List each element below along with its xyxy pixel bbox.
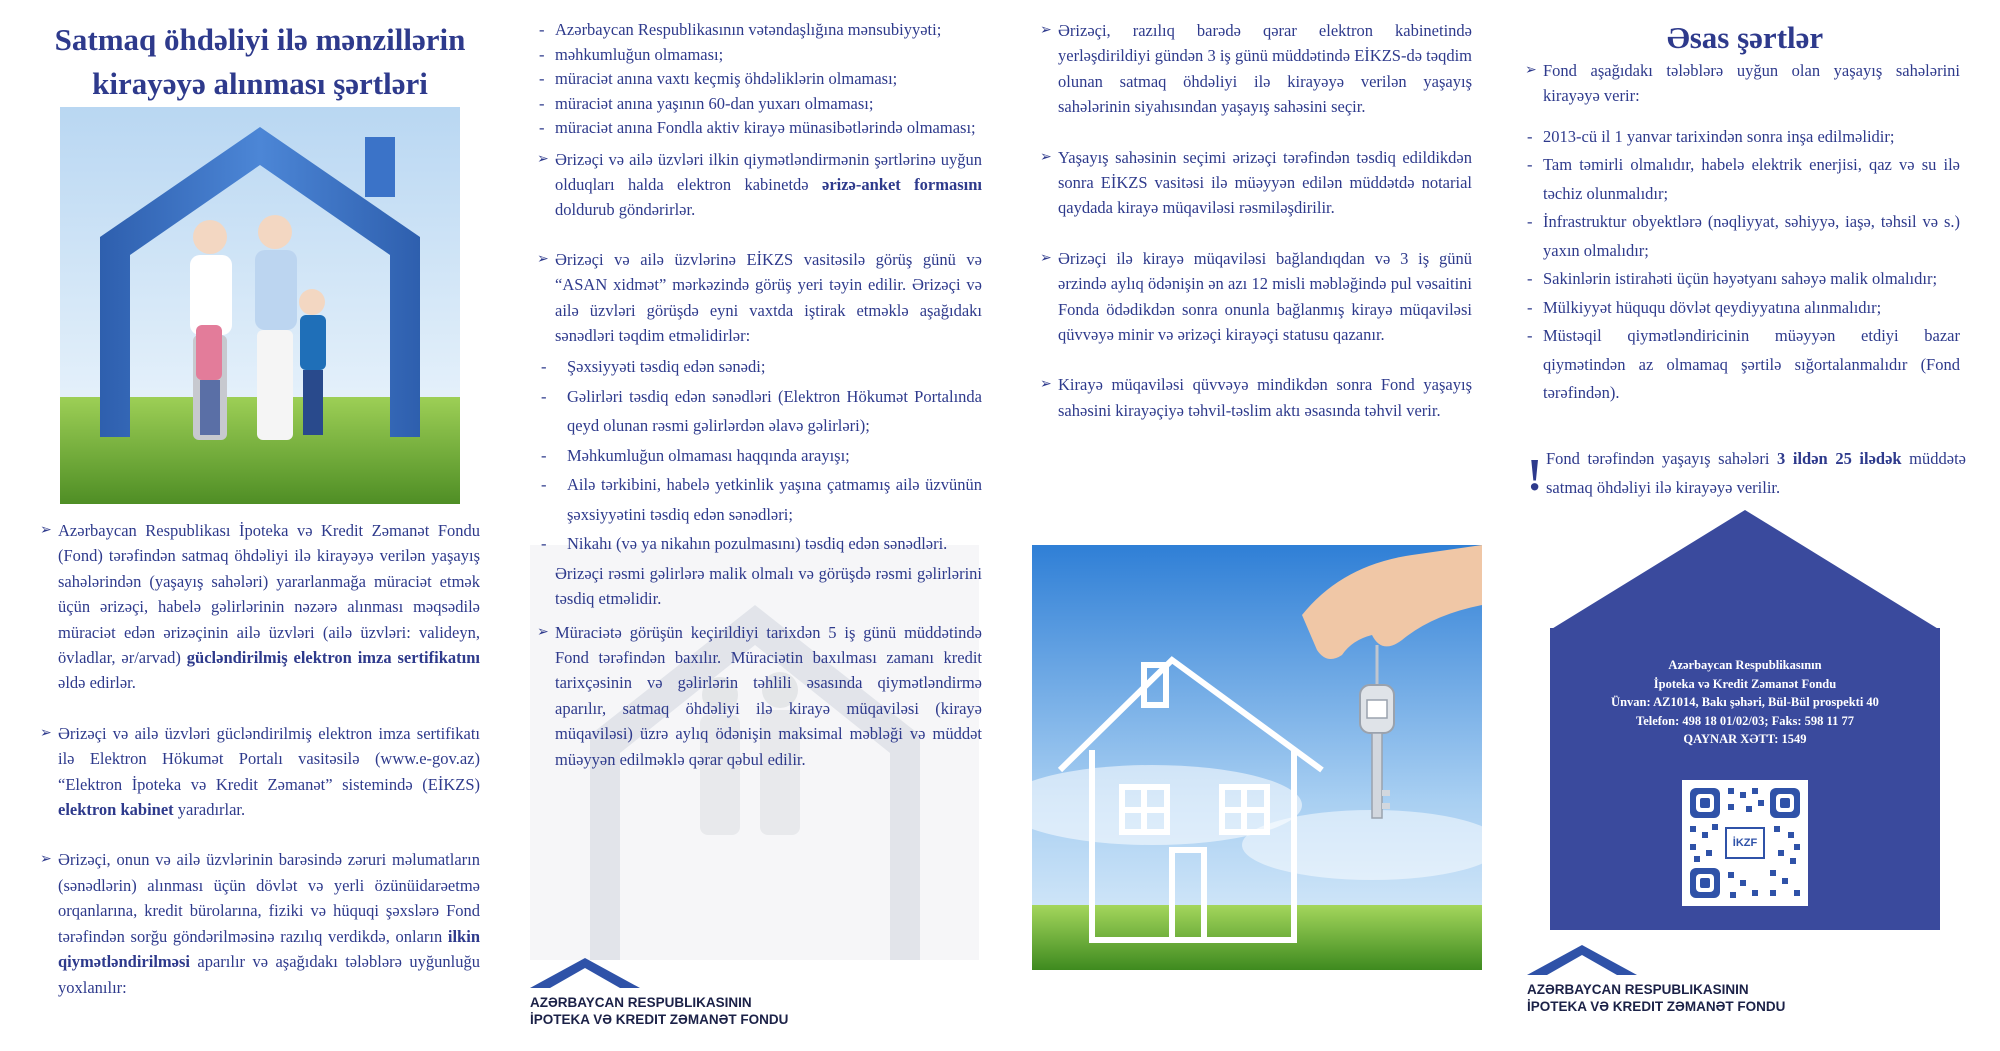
- col3-paragraph-4: ➢ Kirayə müqaviləsi qüvvəyə mindikdən sonra Fond yaşayış sahəsini kirayəçiyə təhvil-təslim aktı əsasında təhvil verir.: [1040, 372, 1472, 423]
- list-item: - müraciət anına yaşının 60-dan yuxarı olmaması;: [539, 93, 874, 113]
- list-item: - İnfrastruktur obyektlərə (nəqliyyat, səhiyyə, iaşə, təhsil və s.) yaxın olmalıdır;: [1527, 212, 1960, 260]
- list-item: - Şəxsiyyəti təsdiq edən sənədi;: [541, 357, 766, 377]
- section-title: Əsas şərtlər: [1666, 20, 1824, 55]
- list-item: - Tam təmirli olmalıdır, habelə elektrik enerjisi, qaz və su ilə təchiz olunmalıdır;: [1527, 155, 1960, 203]
- arrow-bullet-icon: ➢: [40, 523, 52, 538]
- contact-org-line-2: İpoteka və Kredit Zəmanət Fondu: [1653, 676, 1837, 691]
- family-house-illustration: [60, 107, 460, 504]
- logo-text-line-1: AZƏRBAYCAN RESPUBLIKASININ: [530, 995, 752, 1010]
- col1-paragraph-3: ➢ Ərizəçi, onun və ailə üzvlərinin barəsində zəruri məlumatların (sənədlərin) alınması üçün dövlət və yerli özünüidarəetmə orqanlarına, kredit bürolarına, fiziki və hüquqi şəxslərə Fond tərəfindən sorğu göndərilməsinə razılıq verdikdə, onların ilkin qiymətləndirilməsi aparılır və aşağıdakı tələblərə uyğunluğu yoxlanılır:: [40, 847, 480, 999]
- requirements-list: [537, 18, 982, 141]
- arrow-bullet-icon: ➢: [537, 151, 549, 167]
- list-item: - Ailə tərkibini, habelə yetkinlik yaşına çatmamış ailə üzvünün şəxsiyyətini təsdiq edən sənədləri;: [541, 475, 982, 524]
- list-item: - Mülkiyyət hüququ dövlət qeydiyyatına alınmalıdır;: [1527, 297, 1882, 317]
- col2-paragraph-1: ➢ Ərizəçi və ailə üzvləri ilkin qiymətləndirmənin şərtlərinə uyğun olduqları halda elektron kabinetdə ərizə-anket formasını doldurub göndərirlər.: [537, 147, 982, 223]
- list-item: - müraciət anına vaxtı keçmiş öhdəliklərin olmaması;: [539, 69, 898, 88]
- arrow-bullet-icon: ➢: [1040, 250, 1052, 266]
- exclamation-icon: !: [1527, 449, 1543, 500]
- housing-rules-list: [1525, 123, 1960, 408]
- contact-phone: Telefon: 498 18 01/02/03; Faks: 598 11 77: [1636, 713, 1854, 728]
- col1-paragraph-2: ➢ Ərizəçi və ailə üzvləri gücləndirilmiş elektron imza sertifikatı ilə Elektron Hökumət Portalı vasitəsilə (www.e-gov.az) “Elektron İpoteka və Kredit Zəmanət” sistemində (EİKZS) elektron kabinet yaradırlar.: [40, 721, 480, 823]
- house-key-illustration: [1032, 545, 1482, 970]
- roof-logo-icon: [1527, 945, 1637, 975]
- list-item: - müraciət anına Fondla aktiv kirayə münasibətlərində olmaması;: [539, 118, 976, 137]
- col3-paragraph-3: ➢ Ərizəçi ilə kirayə müqaviləsi bağlandıqdan və 3 iş günü ərzində aylıq ödənişin ən azı 12 misli məbləğində pul vəsaitini Fonda ödədikdən sonra onunla bağlanmış kirayə müqaviləsi qüvvəyə minir və ərizəçi kirayəçi statusu qazanır.: [1040, 246, 1472, 348]
- col2-paragraph-3: ➢ Müraciətə görüşün keçirildiyi tarixdən 5 iş günü müddətində Fond tərəfindən baxılır. Müraciətin baxılması zamanı kredit tarixçəsinin və gəlirlərin təhlili əsasında qiymətləndirmə aparılır, satmaq öhdəliyi ilə kirayə müqaviləsi (kirayə müqaviləsi) üzrə aylıq ödənişin maksimal məbləği və müddət müəyyən edilməklə qərar qəbul edilir.: [537, 620, 982, 772]
- col3-paragraph-1: ➢ Ərizəçi, razılıq barədə qərar elektron kabinetində yerləşdirildiyi gündən 3 iş günü müddətində EİKZS-də təqdim olunan satmaq öhdəliyi ilə kirayəyə verilən yaşayış sahələrinin siyahısından yaşayış sahəsini seçir.: [1040, 18, 1472, 120]
- contact-hotline: QAYNAR XƏTT: 1549: [1683, 732, 1807, 746]
- arrow-bullet-icon: ➢: [40, 725, 52, 741]
- list-item: - Müstəqil qiymətləndiricinin müəyyən etdiyi bazar qiymətindən az olmamaq şərtilə sığortalanmalıdır (Fond tərəfindən).: [1527, 326, 1960, 403]
- fund-logo: [530, 958, 830, 1028]
- page-title-line-2: kirayəyə alınması şərtləri: [92, 66, 428, 101]
- col4-intro: ➢ Fond aşağıdakı tələblərə uyğun olan yaşayış sahələrini kirayəyə verir:: [1525, 58, 1960, 109]
- roof-logo-icon: [530, 958, 640, 988]
- col4-term-note: Fond tərəfindən yaşayış sahələri 3 ildən 25 ilədək müddətə satmaq öhdəliyi ilə kirayəyə verilir.: [1546, 449, 1966, 497]
- house-key-photo: [1032, 545, 1482, 970]
- logo-text-line-1: AZƏRBAYCAN RESPUBLIKASININ: [1527, 982, 1749, 997]
- arrow-bullet-icon: ➢: [1525, 63, 1537, 78]
- qr-code[interactable]: [1682, 780, 1808, 906]
- contact-panel-roof: [1550, 510, 1940, 630]
- contact-address: Ünvan: AZ1014, Bakı şəhəri, Bül-Bül prospekti 40: [1611, 695, 1879, 709]
- list-item: - Azərbaycan Respublikasının vətəndaşlığına mənsubiyyəti;: [539, 20, 942, 39]
- col1-paragraph-1: ➢ Azərbaycan Respublikası İpoteka və Kredit Zəmanət Fondu (Fond) tərəfindən satmaq öhdəliyi ilə kirayəyə verilən yaşayış sahələrindən (yaşayış sahələri) yararlanmağa müraciət etmək üçün ərizəçi, habelə gəlirlərinin nəzərə alınması məqsədilə müraciət edən ərizəçinin ailə üzvləri (ailə üzvləri: valideyn, övladlar, ər/arvad) gücləndirilmiş elektron imza sertifikatını əldə edirlər.: [40, 518, 480, 696]
- qr-label: İKZF: [1732, 837, 1758, 849]
- documents-list: [537, 352, 982, 559]
- arrow-bullet-icon: ➢: [537, 251, 549, 267]
- list-item: - Məhkumluğun olmaması haqqında arayışı;: [541, 445, 850, 465]
- col3-paragraph-2: ➢ Yaşayış sahəsinin seçimi ərizəçi tərəfindən təsdiq edildikdən sonra EİKZS vasitəsi ilə müəyyən edilən müddətdə notarial qaydada kirayə müqaviləsi rəsmiləşdirilir.: [1040, 145, 1472, 221]
- page-title-line-1: Satmaq öhdəliyi ilə mənzillərin: [54, 22, 466, 57]
- col2-paragraph-2: ➢ Ərizəçi və ailə üzvlərinə EİKZS vasitəsilə görüş günü və “ASAN xidmət” mərkəzində görüş yeri təyin edilir. Ərizəçi və ailə üzvləri görüşdə eyni vaxtda iştirak etməklə aşağıdakı sənədləri təqdim etməlidirlər:: [537, 247, 982, 349]
- contact-panel: [1550, 628, 1940, 930]
- arrow-bullet-icon: ➢: [1040, 149, 1052, 165]
- logo-text-line-2: İPOTEKA VƏ KREDIT ZƏMANƏT FONDU: [530, 1012, 789, 1027]
- list-item: - məhkumluğun olmaması;: [539, 44, 724, 64]
- list-item: - Sakinlərin istirahəti üçün həyətyanı sahəyə malik olmalıdır;: [1527, 269, 1938, 289]
- contact-org-line-1: Azərbaycan Respublikasının: [1668, 658, 1822, 672]
- family-house-photo: [60, 107, 460, 504]
- arrow-bullet-icon: ➢: [1040, 377, 1052, 393]
- col2-income-note: Ərizəçi rəsmi gəlirlərə malik olmalı və görüşdə rəsmi gəlirlərini təsdiq etməlidir.: [555, 563, 982, 609]
- list-item: - Nikahı (və ya nikahın pozulmasını) təsdiq edən sənədləri.: [541, 534, 948, 554]
- arrow-bullet-icon: ➢: [1040, 23, 1052, 38]
- arrow-bullet-icon: ➢: [537, 624, 549, 640]
- arrow-bullet-icon: ➢: [40, 852, 52, 868]
- logo-text-line-2: İPOTEKA VƏ KREDIT ZƏMANƏT FONDU: [1527, 999, 1786, 1014]
- list-item: - Gəlirləri təsdiq edən sənədləri (Elektron Hökumət Portalında qeyd olunan rəsmi gəlirlərdən əlavə gəlirləri);: [541, 386, 982, 436]
- list-item: - 2013-cü il 1 yanvar tarixindən sonra inşa edilməlidir;: [1527, 126, 1895, 146]
- fund-logo: [1527, 945, 1827, 1015]
